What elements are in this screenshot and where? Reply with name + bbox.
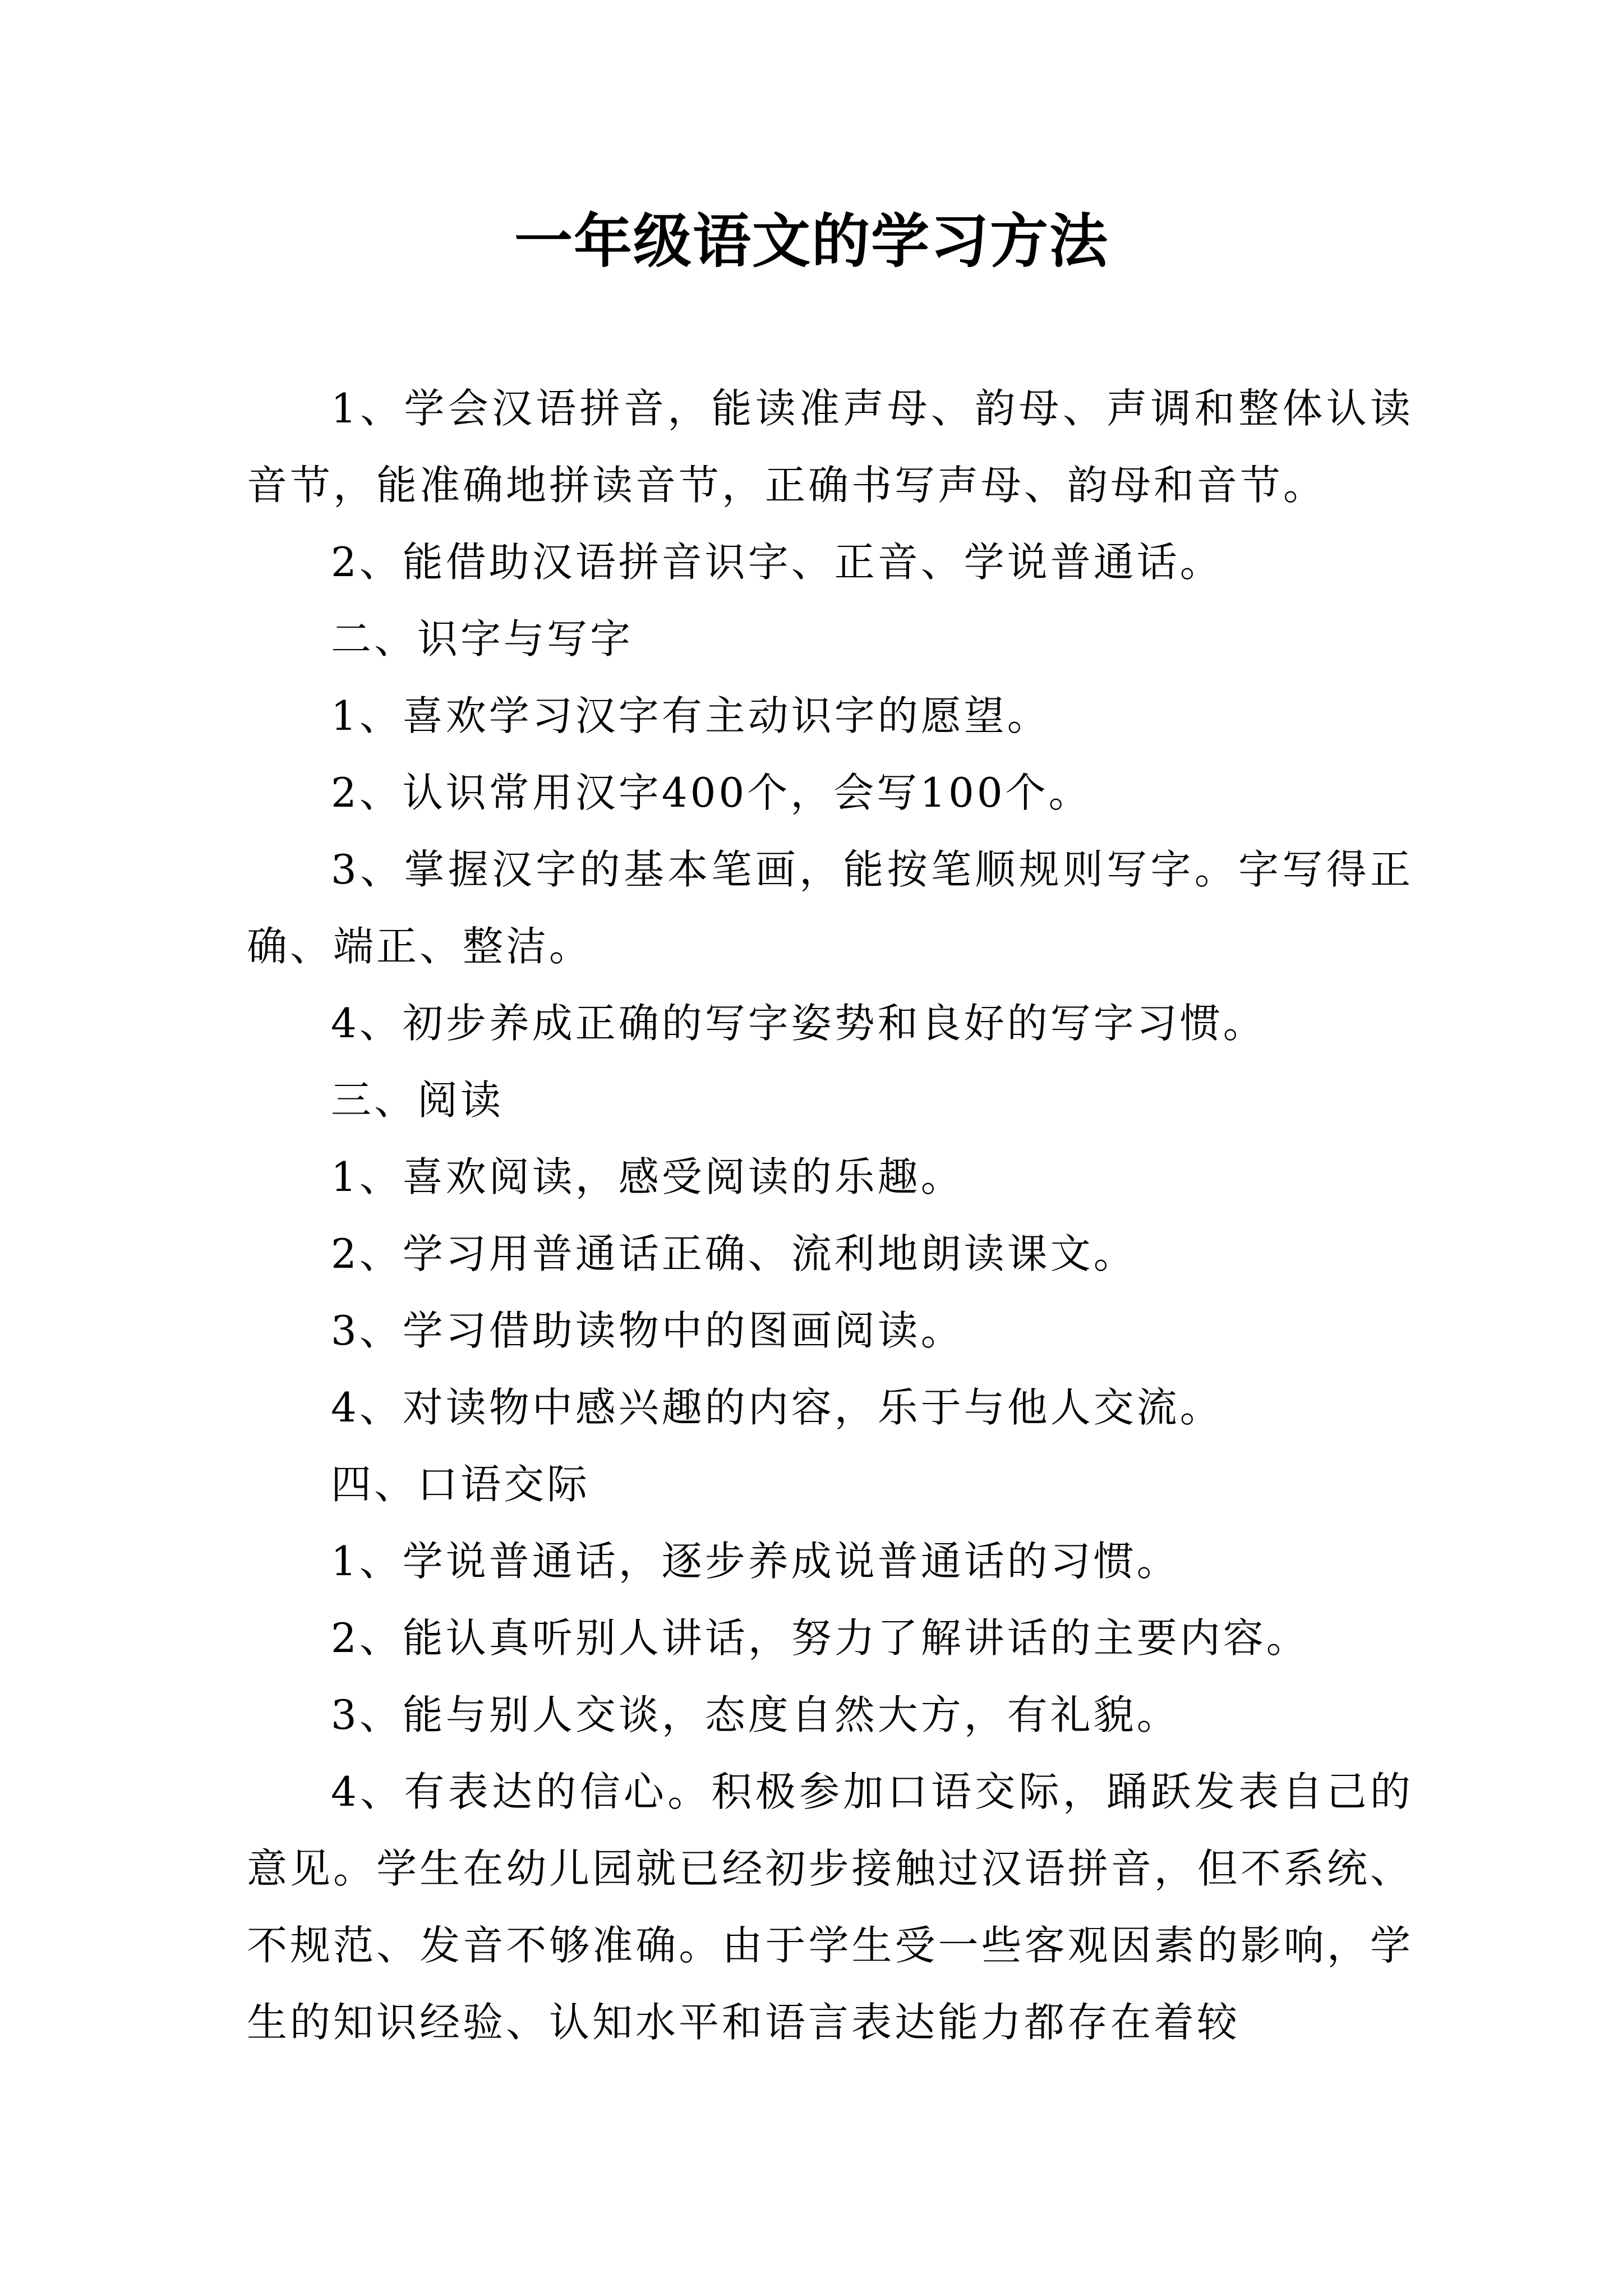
section-heading-reading: 三、阅读 [331, 1076, 504, 1124]
paragraph-reading-3: 3、学习借助读物中的图画阅读。 [331, 1307, 964, 1354]
paragraph-oral-3: 3、能与别人交谈，态度自然大方，有礼貌。 [331, 1691, 1180, 1738]
paragraph-pinyin-1: 1、学会汉语拼音，能读准声母、韵母、声调和整体认读音节，能准确地拼读音节，正确书写声母、韵母和音节。 [247, 385, 1413, 509]
paragraph-oral-1: 1、学说普通话，逐步养成说普通话的习惯。 [331, 1538, 1180, 1585]
document-title: 一年级语文的学习方法 [514, 206, 1109, 275]
paragraph-literacy-3: 3、掌握汉字的基本笔画，能按笔顺规则写字。字写得正确、端正、整洁。 [247, 846, 1413, 970]
paragraph-pinyin-2: 2、能借助汉语拼音识字、正音、学说普通话。 [331, 539, 1223, 586]
document-body [247, 370, 1413, 2061]
section-heading-literacy: 二、识字与写字 [331, 615, 634, 662]
paragraph-literacy-1: 1、喜欢学习汉字有主动识字的愿望。 [331, 692, 1050, 739]
paragraph-reading-1: 1、喜欢阅读，感受阅读的乐趣。 [331, 1153, 964, 1200]
paragraph-literacy-4: 4、初步养成正确的写字姿势和良好的写字习惯。 [331, 1000, 1266, 1047]
paragraph-oral-2: 2、能认真听别人讲话，努力了解讲话的主要内容。 [331, 1614, 1310, 1662]
paragraph-reading-4: 4、对读物中感兴趣的内容，乐于与他人交流。 [331, 1384, 1223, 1431]
section-heading-oral: 四、口语交际 [331, 1461, 591, 1508]
paragraph-reading-2: 2、学习用普通话正确、流利地朗读课文。 [331, 1230, 1137, 1277]
paragraph-oral-4: 4、有表达的信心。积极参加口语交际，踊跃发表自己的意见。学生在幼儿园就已经初步接触过汉语拼音，但不系统、不规范、发音不够准确。由于学生受一些客观因素的影响，学生的知识经验、认知水平和语言表达能力都存在着较 [247, 1768, 1413, 2046]
paragraph-literacy-2: 2、认识常用汉字400个，会写100个。 [331, 769, 1092, 816]
